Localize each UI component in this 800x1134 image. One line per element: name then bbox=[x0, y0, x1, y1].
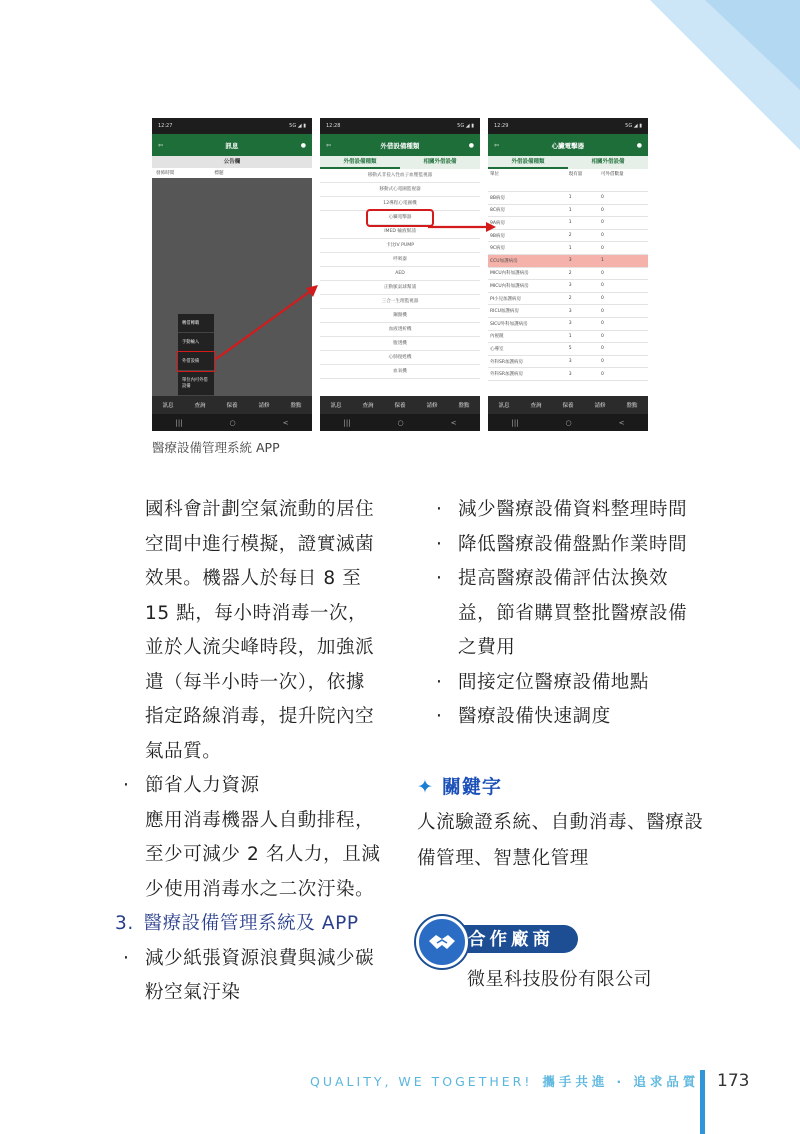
list-item[interactable]: 卡比IV PUMP bbox=[320, 239, 480, 253]
table-row[interactable]: RICU加護病房 3 0 bbox=[488, 305, 648, 318]
status-bar: 12:29 5G ◢ ▮ bbox=[488, 118, 648, 134]
bottom-nav: 訊息 查詢 保養 請修 盤點 bbox=[488, 396, 648, 414]
keywords-heading: ✦ 關鍵字 bbox=[417, 776, 502, 798]
bullet-item: ‧ 降低醫療設備盤點作業時間 bbox=[428, 528, 703, 563]
app-screenshots bbox=[152, 118, 648, 431]
list-item[interactable]: 12導程心電圖機 bbox=[320, 197, 480, 211]
system-nav: ||| ○ < bbox=[152, 414, 312, 431]
bullet-item: ‧ 減少紙張資源浪費與減少碳 bbox=[115, 942, 400, 977]
menu-item-highlighted[interactable]: 外借設備 bbox=[178, 352, 214, 371]
status-bar: 12:27 5G ◢ ▮ bbox=[152, 118, 312, 134]
table-row[interactable]: MICU內科加護病房 3 0 bbox=[488, 280, 648, 293]
list-item[interactable]: AED bbox=[320, 267, 480, 281]
bullet-item: ‧ 減少醫療設備資料整理時間 bbox=[428, 493, 703, 528]
table-row[interactable]: SICU外科加護病房 3 0 bbox=[488, 317, 648, 330]
app-bar: ⇦ 心臟電擊器 ● bbox=[488, 134, 648, 156]
board-tab: 公告欄 bbox=[152, 156, 312, 168]
list-item-highlighted[interactable]: 心臟電擊器 bbox=[368, 211, 432, 225]
table-row[interactable]: 外科SR加護病房 3 0 bbox=[488, 355, 648, 368]
list-item[interactable]: 血氧機 bbox=[320, 365, 480, 379]
menu-item[interactable]: 手動輸入 bbox=[178, 333, 214, 352]
list-item[interactable]: 移動式非侵入性血子血壓監視器 bbox=[320, 169, 480, 183]
back-icon: ⇦ bbox=[158, 141, 164, 149]
system-nav: ||| ○ < bbox=[488, 414, 648, 431]
table-row[interactable]: 心導室 5 0 bbox=[488, 343, 648, 356]
status-bar: 12:28 5G ◢ ▮ bbox=[320, 118, 480, 134]
bullet-item: ‧ 節省人力資源 bbox=[115, 769, 400, 804]
user-icon: ● bbox=[636, 141, 642, 149]
table-row[interactable]: CCU加護病房 3 1 bbox=[488, 254, 648, 267]
footer-bar bbox=[700, 1070, 705, 1134]
table-row[interactable]: PI小兒加護病房 2 0 bbox=[488, 292, 648, 305]
bottom-nav: 訊息 查詢 保養 請修 盤點 bbox=[152, 396, 312, 414]
table-row[interactable]: 8B病房 1 0 bbox=[488, 192, 648, 205]
red-arrows bbox=[152, 118, 648, 431]
page-number: 173 bbox=[717, 1071, 750, 1091]
list-item[interactable]: 鋼圈機 bbox=[320, 309, 480, 323]
system-nav: ||| ○ < bbox=[320, 414, 480, 431]
right-column: ‧ 減少醫療設備資料整理時間 ‧ 降低醫療設備盤點作業時間 ‧ 提高醫療設備評估汰換效 益，節省購買整批醫療設備 之費用 ‧ 間接定位醫療設備地點 ‧ 醫療設備快速調度 bbox=[428, 493, 703, 735]
back-icon: ⇦ bbox=[326, 141, 332, 149]
list-item[interactable]: 三合一生理監視器 bbox=[320, 295, 480, 309]
table-row[interactable]: 內視鏡 1 0 bbox=[488, 330, 648, 343]
left-column: 國科會計劃空氣流動的居住 空間中進行模擬，證實滅菌 效果。機器人於每日 8 至 15 點，每小時消毒一次， 並於人流尖峰時段，加強派 遣（每半小時一次），依據 指定路線消毒，提升院內空 氣品質。 ‧ 節省人力資源 應用消毒機器人自動排程， 至少可減少 2 名人力，且減 少使用消毒水之二次汙染。 3. 醫療設備管理系統及 APP ‧ 減少紙張資源浪費與減少碳 粉空氣汙染 bbox=[115, 493, 400, 1011]
footer-slogan: QUALITY, WE TOGETHER! 攜手共進 ‧ 追求品質 bbox=[310, 1074, 700, 1089]
section-heading: 3. 醫療設備管理系統及 APP bbox=[115, 913, 359, 934]
tab-bar: 外借設備種類 相關外借設備 bbox=[320, 156, 480, 169]
list-item[interactable]: 呼吸器 bbox=[320, 253, 480, 267]
announcement-board: 公告欄 發佈時間 標題 轉借轉職 手動輸入 外借設備 單位內可外借設備 bbox=[152, 156, 312, 396]
star-icon: ✦ bbox=[417, 776, 434, 798]
partner-label: 合作廠商 bbox=[468, 930, 554, 950]
table-row[interactable]: 9B病房 2 0 bbox=[488, 229, 648, 242]
keywords-text: 人流驗證系統、自動消毒、醫療設備管理、智慧化管理 bbox=[417, 812, 704, 869]
app-bar: ⇦ 訊息 ● bbox=[152, 134, 312, 156]
unit-table: 單位 現有量 可外借數量 8B病房 1 0 8C病房 1 0 9A病房 1 0 9B病房 2 0 9C病房 1 0 CCU加護病房 3 1 MICU內科加護病房 2 0 MICU內科加護病房 3 0 PI小兒加護病房 2 0 RICU加護病房 3 0 SICU外科加護病房 3 0 內視鏡 1 0 心導室 5 0 外科SR加護病房 3 0 外科SR加護病房 3 0 bbox=[488, 169, 648, 396]
handshake-icon bbox=[416, 916, 468, 968]
tab-bar: 外借設備種類 相關外借設備 bbox=[488, 156, 648, 169]
user-icon: ● bbox=[300, 141, 306, 149]
list-item[interactable]: 血液透析機 bbox=[320, 323, 480, 337]
partner-badge bbox=[416, 916, 582, 962]
bullet-item: ‧ 醫療設備快速調度 bbox=[428, 700, 703, 735]
table-row[interactable]: 9C病房 1 0 bbox=[488, 242, 648, 255]
back-icon: ⇦ bbox=[494, 141, 500, 149]
table-row[interactable]: MICU內科加護病房 2 0 bbox=[488, 267, 648, 280]
list-item[interactable]: 腹透機 bbox=[320, 337, 480, 351]
list-item[interactable]: IMED 輸液幫浦 bbox=[320, 225, 480, 239]
figure-caption: 醫療設備管理系統 APP bbox=[152, 440, 280, 455]
bottom-nav: 訊息 查詢 保養 請修 盤點 bbox=[320, 396, 480, 414]
table-row[interactable]: 8C病房 1 0 bbox=[488, 204, 648, 217]
table-row[interactable]: 9A病房 1 0 bbox=[488, 217, 648, 230]
table-row[interactable]: 外科SR加護病房 3 0 bbox=[488, 368, 648, 381]
menu-item[interactable]: 轉借轉職 bbox=[178, 314, 214, 333]
user-icon: ● bbox=[468, 141, 474, 149]
bullet-item: ‧ 間接定位醫療設備地點 bbox=[428, 666, 703, 701]
app-bar: ⇦ 外借設備種類 ● bbox=[320, 134, 480, 156]
list-item[interactable]: 移動式心電圖監視器 bbox=[320, 183, 480, 197]
corner-triangle-decoration bbox=[630, 0, 800, 150]
company-name: 微星科技股份有限公司 bbox=[467, 969, 652, 990]
menu-item[interactable]: 單位內可外借設備 bbox=[178, 371, 214, 396]
list-item[interactable]: 正動脈氣球幫浦 bbox=[320, 281, 480, 295]
bullet-item: ‧ 提高醫療設備評估汰換效 bbox=[428, 562, 703, 597]
list-item[interactable]: 心肺復甦機 bbox=[320, 351, 480, 365]
